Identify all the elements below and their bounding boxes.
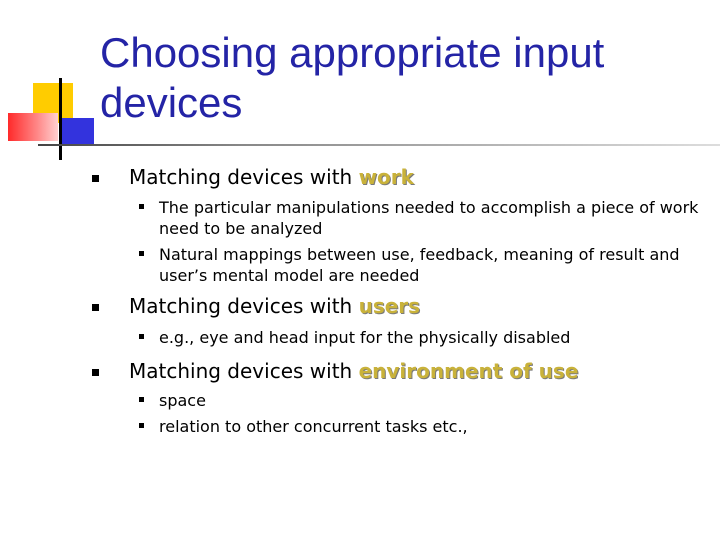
title-underline <box>38 144 720 146</box>
sub-bullet <box>159 416 704 437</box>
bullet-highlight: environment of use <box>358 359 579 383</box>
slide-title: Choosing appropriate input devices <box>100 29 605 126</box>
sub-bullet-text: e.g., eye and head input for the physically disabled <box>159 328 571 347</box>
sub-bullet-square-icon <box>139 334 144 339</box>
decor-vertical-line <box>59 78 62 160</box>
sub-bullet-square-icon <box>139 204 144 209</box>
sub-bullet-square-icon <box>139 423 144 428</box>
bullet-highlight: work <box>358 165 414 189</box>
bullet-text: Matching devices with <box>129 165 359 189</box>
sub-bullet-text: Natural mappings between use, feedback, meaning of result and user’s mental model are needed <box>159 245 680 285</box>
sub-bullet-square-icon <box>139 397 144 402</box>
sub-bullet-text: space <box>159 391 206 410</box>
sub-bullet <box>159 327 704 348</box>
bullet-square-icon <box>92 175 99 182</box>
sub-bullet <box>159 197 704 239</box>
sub-bullet <box>159 244 704 286</box>
decor-blue-square <box>62 118 94 146</box>
bullet-square-icon <box>92 369 99 376</box>
bullet-square-icon <box>92 304 99 311</box>
bullet-text: Matching devices with <box>129 294 359 318</box>
sub-bullet <box>159 390 704 411</box>
bullet-users <box>129 294 420 318</box>
decor-red-bar <box>8 113 58 141</box>
bullet-environment <box>129 359 578 383</box>
bullet-highlight: users <box>358 294 421 318</box>
sub-bullet-square-icon <box>139 251 144 256</box>
bullet-text: Matching devices with <box>129 359 359 383</box>
bullet-work <box>129 165 414 189</box>
sub-bullet-text: relation to other concurrent tasks etc., <box>159 417 468 436</box>
sub-bullet-text: The particular manipulations needed to accomplish a piece of work need to be analyzed <box>159 198 699 238</box>
